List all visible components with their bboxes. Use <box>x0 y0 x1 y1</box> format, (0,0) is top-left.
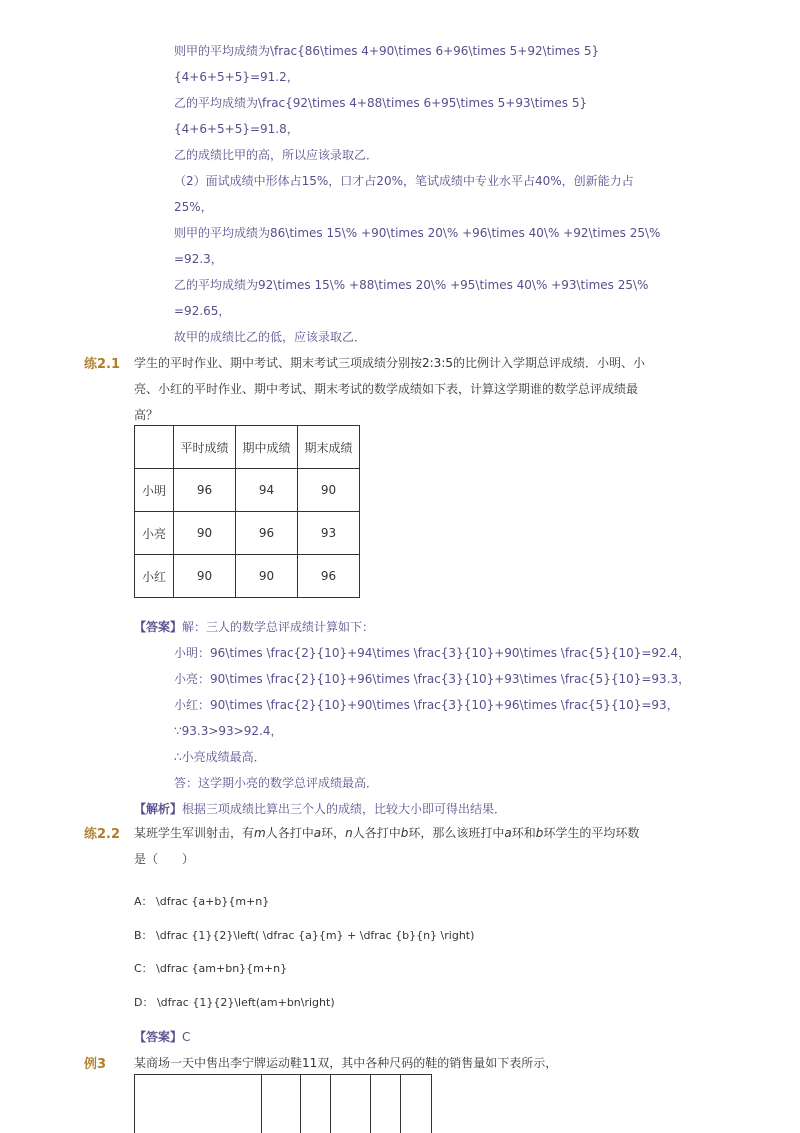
solution-line: 乙的成绩比甲的高，所以应该录取乙． <box>174 148 379 162</box>
variable: m <box>254 826 266 840</box>
shoe-size-table-partial <box>134 1074 432 1133</box>
question-text: 学生的平时作业、期中考试、期末考试三项成绩分别按2:3:5的比例计入学期总评成绩．小明、小 <box>134 356 645 370</box>
question-text: 亮、小红的平时作业、期中考试、期末考试的数学成绩如下表，计算这学期谁的数学总评成绩最 <box>134 382 639 396</box>
question-text <box>134 825 639 841</box>
question-fragment: 环学生的平均环数 <box>543 826 640 840</box>
table-rule <box>134 1075 135 1133</box>
option-c: C： \dfrac {am+bn}{m+n} <box>134 962 288 975</box>
exercise-label: 练2.2 <box>84 827 121 842</box>
option-a: A： \dfrac {a+b}{m+n} <box>134 895 270 908</box>
question-fragment: 人各打中 <box>352 826 401 840</box>
table-rule <box>400 1075 401 1133</box>
table-rule <box>431 1075 432 1133</box>
question-fragment: 人各打中 <box>265 826 314 840</box>
variable: b <box>400 826 409 840</box>
question-fragment: 某班学生军训射击，有 <box>134 826 255 840</box>
answer-line <box>134 619 374 635</box>
answer-step: 小红：90\times \frac{2}{10}+90\times \frac{3}{10}+96\times \frac{5}{10}=93， <box>174 698 679 712</box>
solution-line: 25%， <box>174 200 213 214</box>
question-fragment: 环， <box>321 826 346 840</box>
table-cell: 96 <box>236 512 298 555</box>
question-text: 某商场一天中售出李宁牌运动鞋11双，其中各种尺码的鞋的销售量如下表所示， <box>134 1056 558 1070</box>
solution-line: =92.65， <box>174 304 231 318</box>
analysis-line <box>134 801 506 817</box>
table-cell: 小明 <box>135 469 174 512</box>
answer-step: ∵93.3>93>92.4， <box>174 724 283 738</box>
score-table <box>134 425 360 598</box>
table-rule <box>261 1075 262 1133</box>
exercise-label: 练2.1 <box>84 357 121 372</box>
solution-line: {4+6+5+5}=91.8， <box>174 122 299 136</box>
table-header-cell <box>135 426 174 469</box>
solution-line: 乙的平均成绩为92\times 15\% +88\times 20\% +95\times 40\% +93\times 25\% <box>174 278 649 292</box>
table-cell: 小红 <box>135 555 174 598</box>
table-row <box>135 469 360 512</box>
analysis-tag: 【解析】 <box>134 802 183 816</box>
answer-intro: 解：三人的数学总评成绩计算如下： <box>182 620 375 634</box>
table-rule <box>330 1075 331 1133</box>
answer-step: 小明：96\times \frac{2}{10}+94\times \frac{3}{10}+90\times \frac{5}{10}=92.4， <box>174 646 691 660</box>
table-cell: 96 <box>298 555 360 598</box>
table-cell: 小亮 <box>135 512 174 555</box>
solution-line: 乙的平均成绩为\frac{92\times 4+88\times 6+95\times 5+93\times 5} <box>174 96 588 110</box>
question-text: 是（ ） <box>134 852 195 866</box>
answer-step: 答：这学期小亮的数学总评成绩最高． <box>174 776 379 790</box>
solution-line: {4+6+5+5}=91.2， <box>174 70 299 84</box>
question-fragment: 环和 <box>511 826 536 840</box>
table-cell: 90 <box>298 469 360 512</box>
table-header-cell: 期中成绩 <box>236 426 298 469</box>
table-rule <box>300 1075 301 1133</box>
table-cell: 90 <box>236 555 298 598</box>
table-rule <box>370 1075 371 1133</box>
question-fragment: 环，那么该班打中 <box>408 826 505 840</box>
answer-value: C <box>182 1030 191 1044</box>
solution-line: 则甲的平均成绩为\frac{86\times 4+90\times 6+96\times 5+92\times 5} <box>174 44 600 58</box>
answer-line <box>134 1029 190 1045</box>
solution-line: 故甲的成绩比乙的低，应该录取乙． <box>174 330 367 344</box>
option-d: D： \dfrac {1}{2}\left(am+bn\right) <box>134 996 335 1009</box>
table-header-cell: 平时成绩 <box>174 426 236 469</box>
variable: n <box>345 826 353 840</box>
answer-step: 小亮：90\times \frac{2}{10}+96\times \frac{3}{10}+93\times \frac{5}{10}=93.3， <box>174 672 691 686</box>
table-row <box>135 555 360 598</box>
solution-line: 则甲的平均成绩为86\times 15\% +90\times 20\% +96\times 40\% +92\times 25\% <box>174 226 661 240</box>
table-cell: 90 <box>174 512 236 555</box>
table-cell: 96 <box>174 469 236 512</box>
variable: a <box>313 826 322 840</box>
solution-line: =92.3， <box>174 252 223 266</box>
table-cell: 94 <box>236 469 298 512</box>
example-label: 例3 <box>84 1057 107 1072</box>
question-text: 高？ <box>134 408 159 422</box>
variable: b <box>535 826 544 840</box>
table-cell: 90 <box>174 555 236 598</box>
analysis-text: 根据三项成绩比算出三个人的成绩，比较大小即可得出结果． <box>182 802 507 816</box>
table-header-row <box>135 426 360 469</box>
table-row <box>135 512 360 555</box>
variable: a <box>504 826 512 840</box>
solution-line: （2）面试成绩中形体占15%，口才占20%，笔试成绩中专业水平占40%，创新能力占 <box>174 174 634 188</box>
option-b: B： \dfrac {1}{2}\left( \dfrac {a}{m} + \dfrac {b}{n} \right) <box>134 929 475 942</box>
table-header-cell: 期末成绩 <box>298 426 360 469</box>
answer-tag: 【答案】 <box>134 1030 183 1044</box>
answer-tag: 【答案】 <box>134 620 183 634</box>
table-cell: 93 <box>298 512 360 555</box>
answer-step: ∴小亮成绩最高． <box>174 750 266 764</box>
